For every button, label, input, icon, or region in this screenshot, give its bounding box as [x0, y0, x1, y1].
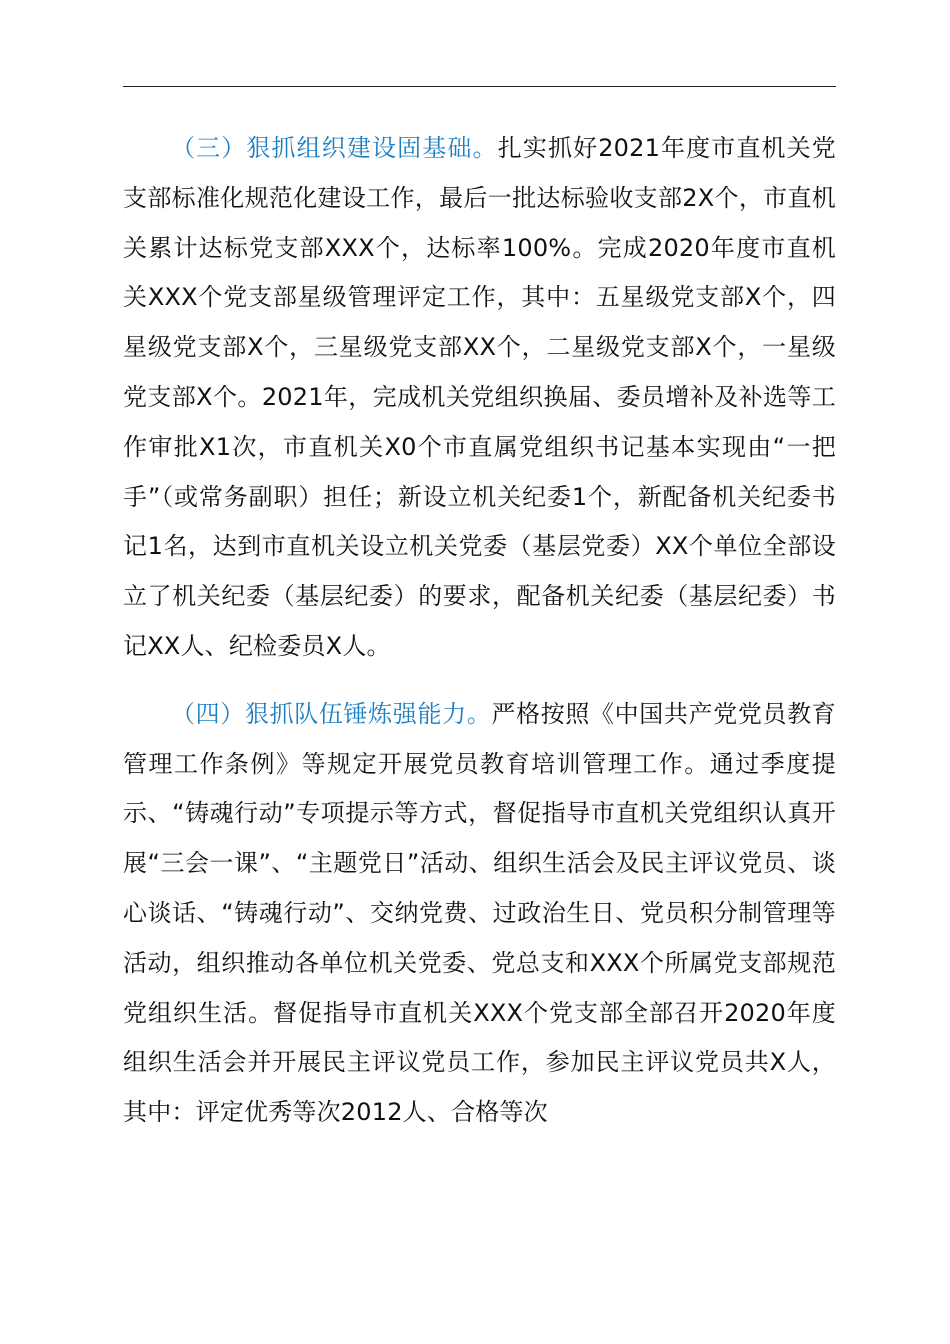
document-body: [123, 124, 836, 1138]
paragraph-text: 扎实抓好2021年度市直机关党支部标准化规范化建设工作，最后一批达标验收支部2X个，市直机关累计达标党支部XXX个，达标率100%。完成2020年度市直机关XXX个党支部星级管理评定工作，其中：五星级党支部X个，四星级党支部X个，三星级党支部XX个，二星级党支部X个，一星级党支部X个。2021年，完成机关党组织换届、委员增补及补选等工作审批X1次，市直机关X0个市直属党组织书记基本实现由“一把手”（或常务副职）担任；新设立机关纪委1个，新配备机关纪委书记1名，达到市直机关设立机关党委（基层党委）XX个单位全部设立了机关纪委（基层纪委）的要求，配备机关纪委（基层纪委）书记XX人、纪检委员X人。: [123, 134, 836, 660]
paragraph-organization-building: [123, 124, 836, 672]
section-heading-four: （四）狠抓队伍锤炼强能力。: [171, 699, 492, 728]
paragraph-text: 严格按照《中国共产党党员教育管理工作条例》等规定开展党员教育培训管理工作。通过季度提示、“铸魂行动”专项提示等方式，督促指导市直机关党组织认真开展“三会一课”、“主题党日”活动、组织生活会及民主评议党员、谈心谈话、“铸魂行动”、交纳党费、过政治生日、党员积分制管理等活动，组织推动各单位机关党委、党总支和XXX个所属党支部规范党组织生活。督促指导市直机关XXX个党支部全部召开2020年度组织生活会并开展民主评议党员工作，参加民主评议党员共X人，其中：评定优秀等次2012人、合格等次: [123, 699, 836, 1127]
header-rule: [123, 86, 836, 87]
section-heading-three: （三）狠抓组织建设固基础。: [171, 134, 498, 162]
paragraph-team-training: [123, 690, 836, 1138]
